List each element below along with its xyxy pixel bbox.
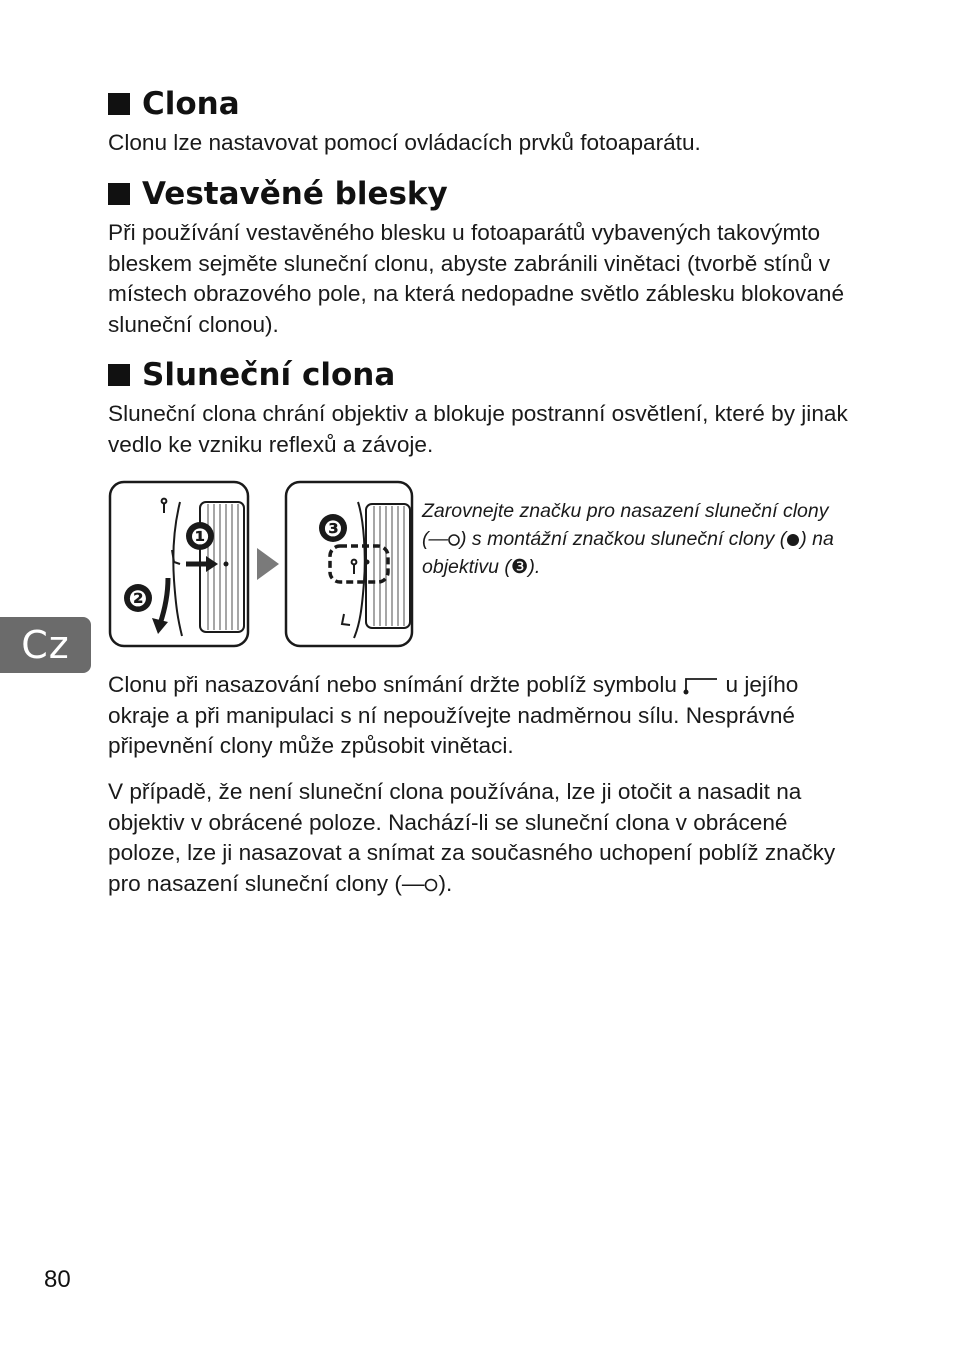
heading-clona — [108, 86, 240, 122]
square-bullet-icon — [108, 93, 130, 115]
mount-dot-icon — [786, 533, 800, 547]
square-bullet-icon — [108, 183, 130, 205]
page-number: 80 — [44, 1266, 71, 1293]
language-tab: Cz — [0, 617, 91, 673]
square-bullet-icon — [108, 364, 130, 386]
lens-hood-illustration — [108, 480, 414, 650]
step-label: ❸ — [323, 517, 343, 542]
right-panel — [286, 482, 412, 646]
hood-edge-symbol-icon — [683, 675, 719, 697]
hold-paragraph: Clonu při nasazování nebo snímání držte poblíž symbolu u jejího okraje a při manipulaci s ní nepoužívejte nadměrnou sílu. Nesprávné připevnění clony může způsobit vinětaci. — [108, 672, 799, 758]
heading-text: Clona — [142, 86, 240, 122]
figure-caption: Zarovnejte značku pro nasazení sluneční clony (— ) s montážní značkou sluneční clony ( ) na objektivu (❸). — [422, 500, 834, 578]
mount-dot — [365, 560, 370, 565]
next-step-triangle — [257, 548, 279, 580]
blesky-text: Při používání vestavěného blesku u fotoaparátů vybavených takovýmto bleskem sejměte sluneční clonu, abyste zabránili vinětaci (tvorbě stínů v místech obrazového pole, na která nedopadne světlo záblesku blokované sluneční clonou). — [108, 220, 845, 337]
step-3-badge: ❸ — [510, 556, 529, 578]
hood-mark-icon — [448, 533, 460, 547]
step-label: ❷ — [128, 587, 148, 612]
clona-text: Clonu lze nastavovat pomocí ovládacích prvků fotoaparátu. — [108, 130, 701, 155]
slunecni-clona-text: Sluneční clona chrání objektiv a blokuje postranní osvětlení, které by jinak vedlo ke vzniku reflexů a závoje. — [108, 401, 848, 457]
heading-text: Sluneční clona — [142, 357, 396, 393]
step-label: ❶ — [190, 525, 210, 550]
heading-slunecni-clona — [108, 357, 395, 393]
heading-vestavene-blesky — [108, 176, 448, 212]
reverse-paragraph: V případě, že není sluneční clona používána, lze ji otočit a nasadit na objektiv v obrácené poloze. Nachází-li se sluneční clona v obrácené poloze, lze ji nasazovat a snímat za současného uchopení poblíž značky pro nasazení sluneční clony (— ). — [108, 779, 836, 896]
hood-mark-icon — [424, 877, 438, 893]
heading-text: Vestavěné blesky — [142, 176, 448, 212]
mount-dot — [224, 562, 229, 567]
